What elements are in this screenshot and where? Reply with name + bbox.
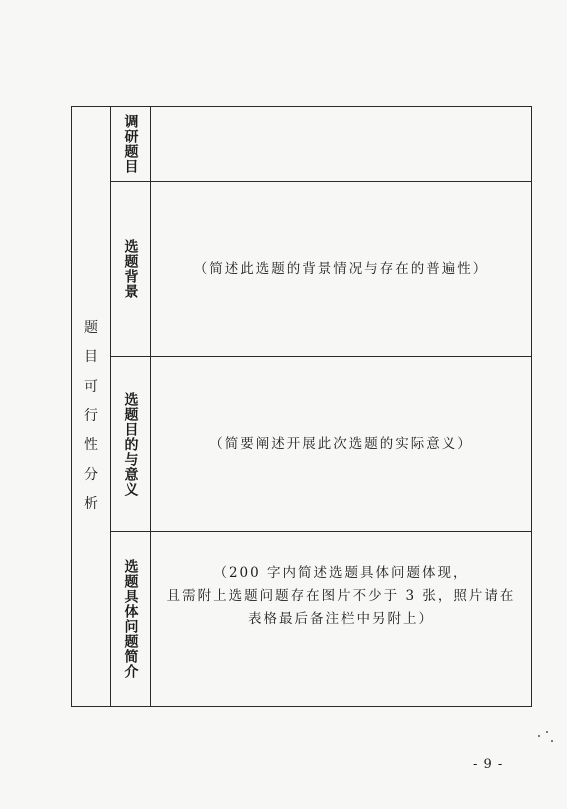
page-number: - 9 - bbox=[473, 757, 504, 772]
section-label-char: 行 bbox=[84, 407, 98, 424]
section-label-char: 性 bbox=[84, 437, 98, 454]
instruction-text: 表格最后备注栏中另附上） bbox=[247, 611, 434, 627]
feasibility-form-table bbox=[71, 106, 532, 707]
scan-mark bbox=[546, 731, 548, 733]
row-topic-background bbox=[111, 182, 531, 357]
section-label-char: 题 bbox=[84, 320, 98, 336]
instruction-text: （200 字内简述选题具体问题体现， bbox=[213, 565, 469, 581]
row-research-topic bbox=[111, 107, 531, 182]
row-problem-summary bbox=[111, 532, 531, 706]
research-topic-cell[interactable] bbox=[151, 107, 531, 181]
instruction-text: （简述此选题的背景情况与存在的普遍性） bbox=[193, 260, 489, 277]
row-header-cell bbox=[111, 532, 151, 706]
topic-background-cell[interactable] bbox=[151, 182, 531, 356]
row-header-cell bbox=[111, 357, 151, 531]
row-header-cell bbox=[111, 107, 151, 181]
row-header-cell bbox=[111, 182, 151, 356]
section-column bbox=[72, 107, 111, 706]
row-header-label: 调研题目 bbox=[122, 114, 139, 174]
section-label-char: 析 bbox=[84, 495, 98, 512]
instruction-text: （简要阐述开展此次选题的实际意义） bbox=[209, 435, 473, 452]
section-label-char: 目 bbox=[84, 349, 98, 366]
section-label-feasibility-analysis bbox=[72, 321, 110, 511]
row-header-label: 选题具体问题简介 bbox=[122, 559, 139, 679]
section-label-char: 分 bbox=[84, 466, 98, 483]
topic-purpose-cell[interactable] bbox=[151, 357, 531, 531]
instruction-text: 且需附上选题问题存在图片不少于 3 张，照片请在 bbox=[166, 588, 516, 604]
row-header-label: 选题背景 bbox=[122, 239, 139, 299]
row-topic-purpose bbox=[111, 357, 531, 532]
row-header-label: 选题目的与意义 bbox=[122, 391, 139, 497]
scan-mark bbox=[538, 735, 540, 737]
problem-summary-cell[interactable] bbox=[151, 532, 531, 706]
scan-mark bbox=[551, 740, 553, 742]
section-label-char: 可 bbox=[84, 378, 98, 395]
